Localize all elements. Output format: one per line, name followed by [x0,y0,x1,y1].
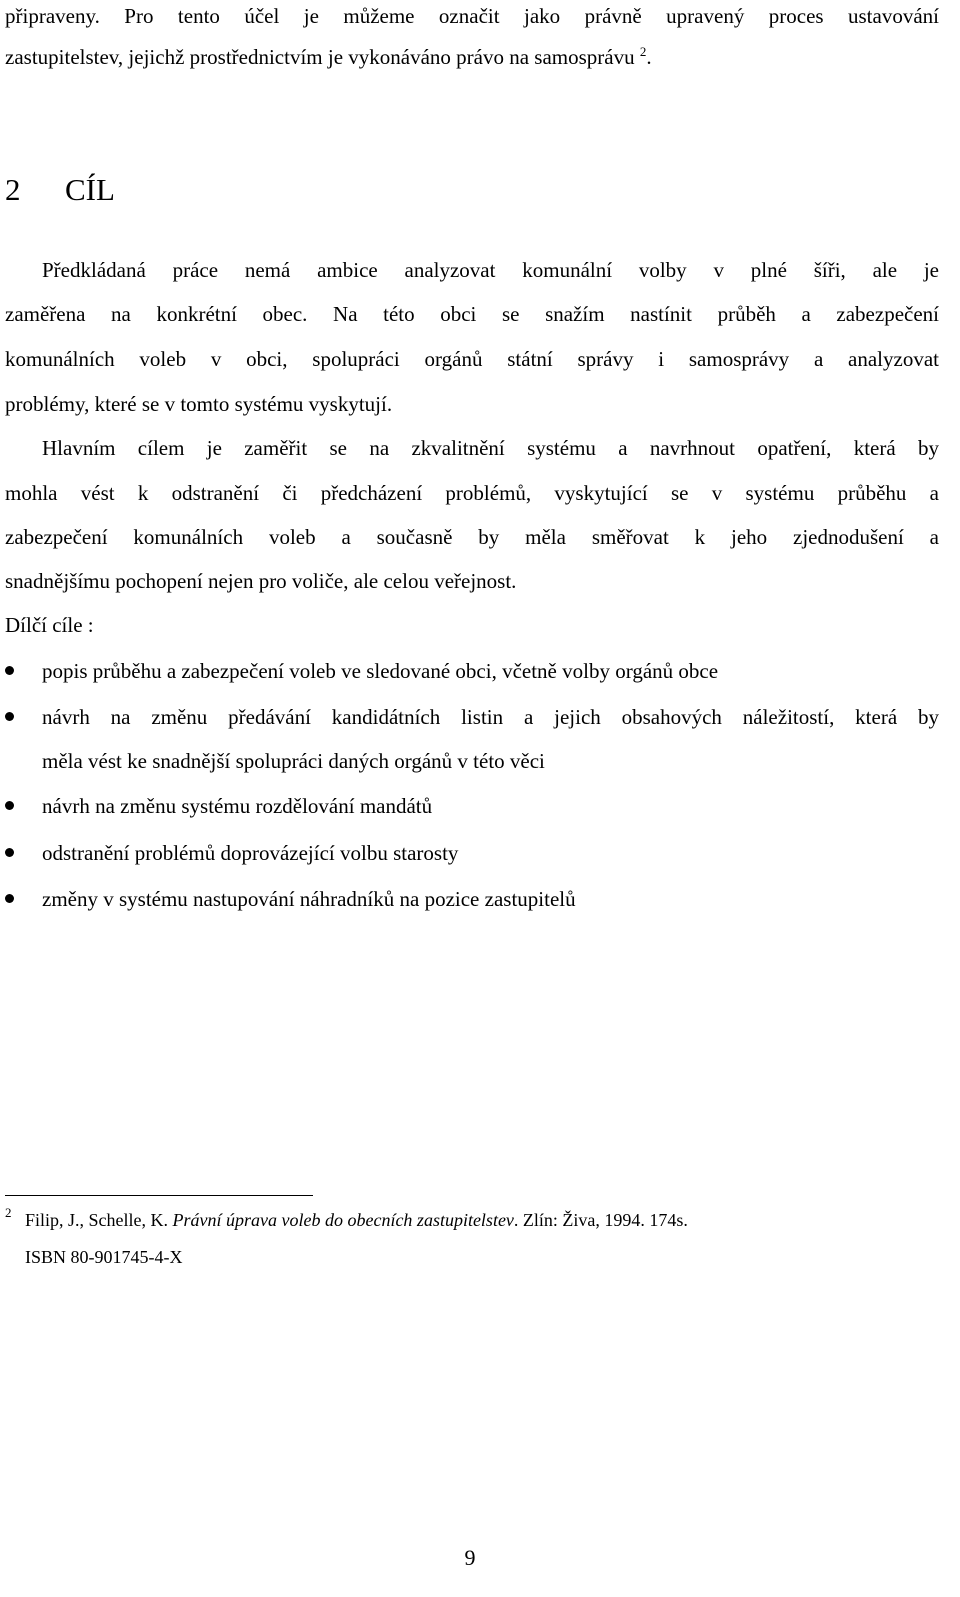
section-title: CÍL [65,172,115,207]
goal-item-2: návrh na změnu předávání kandidátních listin a jejich obsahových náležitostí, která by [42,705,939,729]
para1-line-2: zaměřena na konkrétní obec. Na této obci se snažím nastínit průběh a zabezpečení [5,302,939,326]
para1-line-3: komunálních voleb v obci, spolupráci orgánů státní správy i samosprávy a analyzovat [5,347,939,371]
intro-line-2-end: . [646,45,652,69]
bullet-icon [5,894,14,903]
footnote-publisher: . Zlín: Živa, 1994. 174s. [513,1210,688,1230]
bullet-icon [5,801,14,810]
section-number: 2 [5,172,21,207]
bullet-icon [5,712,14,721]
page-number: 9 [464,1545,476,1570]
footnote-citation [25,1209,688,1231]
bullet-icon [5,666,14,675]
para2-line-3: zabezpečení komunálních voleb a současně by měla směřovat k jeho zjednodušení a [5,525,939,549]
footnote-isbn: ISBN 80-901745-4-X [25,1247,183,1267]
section-heading [5,172,115,208]
para1-line-1: Předkládaná práce nemá ambice analyzovat komunální volby v plné šíři, ale je [42,258,939,282]
footnote-mark: 2 [5,1205,12,1220]
para1-line-4: problémy, které se v tomto systému vyskytují. [5,392,393,416]
footnote-divider [5,1195,313,1196]
para2-line-1: Hlavním cílem je zaměřit se na zkvalitnění systému a navrhnout opatření, která by [42,436,939,460]
footnote-reference[interactable]: 2 [639,44,647,59]
intro-line-2 [5,44,652,70]
para2-line-2: mohla vést k odstranění či předcházení problémů, vyskytující se v systému průběhu a [5,481,939,505]
footnote-title: Právní úprava voleb do obecních zastupitelstev [172,1210,514,1230]
goal-item-1: popis průběhu a zabezpečení voleb ve sledované obci, včetně volby orgánů obce [42,659,719,683]
goal-item-4: odstranění problémů doprovázející volbu starosty [42,841,459,865]
goal-item-5: změny v systému nastupování náhradníků na pozice zastupitelů [42,887,576,911]
bullet-icon [5,848,14,857]
para2-line-4: snadnějšímu pochopení nejen pro voliče, ale celou veřejnost. [5,569,517,593]
goal-item-3: návrh na změnu systému rozdělování mandátů [42,794,433,818]
footnote-authors: Filip, J., Schelle, K. [25,1210,173,1230]
goals-label: Dílčí cíle : [5,613,94,637]
intro-line-1: připraveny. Pro tento účel je můžeme označit jako právně upravený proces ustavování [5,4,939,28]
intro-line-2-text: zastupitelstev, jejichž prostřednictvím je vykonáváno právo na samosprávu [5,45,635,69]
goal-item-2-continuation: měla vést ke snadnější spolupráci daných orgánů v této věci [42,749,545,773]
